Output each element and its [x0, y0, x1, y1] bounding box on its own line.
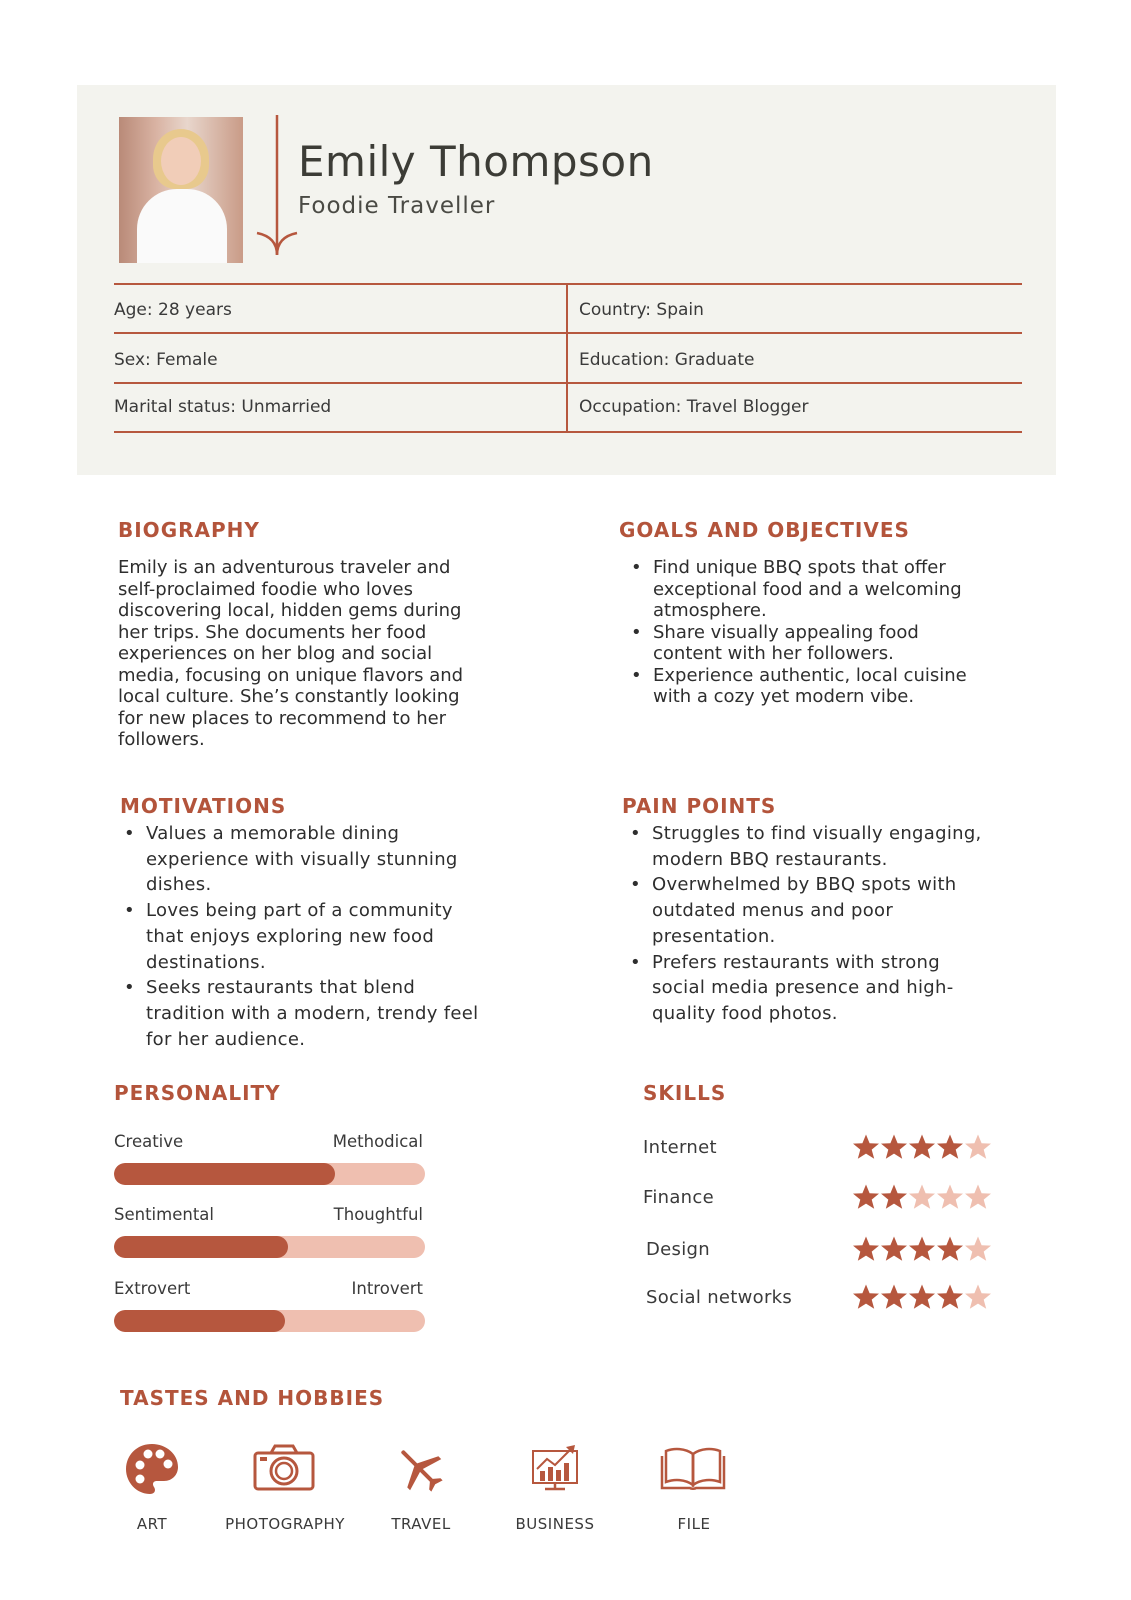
goals-title: GOALS AND OBJECTIVES — [619, 518, 910, 542]
persona-name: Emily Thompson — [298, 137, 654, 186]
motivation-item: • Loves being part of a community that enjoys exploring new food destinations. — [146, 898, 526, 975]
biography-line: media, focusing on unique flavors and — [118, 664, 464, 686]
info-marital-status: Marital status: Unmarried — [114, 397, 332, 417]
skill-rating — [852, 1183, 992, 1211]
star-filled-icon — [852, 1183, 880, 1211]
skill-rating — [852, 1283, 992, 1311]
palette-icon — [124, 1441, 180, 1497]
star-filled-icon — [936, 1133, 964, 1161]
trait-bar-fill — [114, 1163, 335, 1185]
star-filled-icon — [936, 1283, 964, 1311]
star-empty-icon — [964, 1183, 992, 1211]
trait-right-label: Thoughtful — [333, 1205, 423, 1224]
skill-rating — [852, 1235, 992, 1263]
hobbies-title: TASTES AND HOBBIES — [120, 1386, 385, 1410]
camera-icon — [253, 1443, 315, 1491]
skill-rating — [852, 1133, 992, 1161]
trait-bar — [114, 1310, 425, 1332]
pain-point-item: • Struggles to find visually engaging, modern BBQ restaurants. — [652, 821, 1032, 872]
star-empty-icon — [964, 1133, 992, 1161]
motivations-title: MOTIVATIONS — [120, 794, 287, 818]
motivations-list — [122, 821, 526, 1052]
biography-line: for new places to recommend to her — [118, 707, 447, 729]
trait-left-label: Creative — [114, 1132, 184, 1151]
biography-line: Emily is an adventurous traveler and — [118, 557, 451, 578]
biography-line: experiences on her blog and social — [118, 643, 433, 664]
hobby-label-photography: PHOTOGRAPHY — [225, 1515, 345, 1533]
star-filled-icon — [908, 1283, 936, 1311]
profile-photo — [119, 117, 243, 263]
skill-label: Internet — [643, 1137, 717, 1158]
personality-title: PERSONALITY — [114, 1081, 281, 1105]
info-table — [114, 283, 1022, 433]
star-empty-icon — [964, 1235, 992, 1263]
biography-line: followers. — [118, 729, 205, 750]
star-filled-icon — [852, 1283, 880, 1311]
pain-point-item: • Prefers restaurants with strong social media presence and high- quality food photos. — [652, 950, 1032, 1027]
star-filled-icon — [936, 1235, 964, 1263]
book-icon — [660, 1446, 726, 1490]
biography-line: self-proclaimed foodie who loves — [118, 578, 413, 600]
biography-line: local culture. She’s constantly looking — [118, 686, 460, 707]
star-filled-icon — [852, 1235, 880, 1263]
info-sex: Sex: Female — [114, 350, 218, 370]
biography-title: BIOGRAPHY — [118, 518, 260, 542]
goal-item: • Share visually appealing food content with her followers. — [653, 622, 1033, 665]
trait-bar-fill — [114, 1310, 285, 1332]
star-empty-icon — [936, 1183, 964, 1211]
goals-list — [629, 557, 1033, 708]
trait-bar — [114, 1236, 425, 1258]
trait-bar — [114, 1163, 425, 1185]
goal-item: • Find unique BBQ spots that offer exceptional food and a welcoming atmosphere. — [653, 557, 1033, 622]
star-filled-icon — [880, 1183, 908, 1211]
airplane-icon — [394, 1443, 446, 1495]
trait-bar-fill — [114, 1236, 288, 1258]
star-empty-icon — [908, 1183, 936, 1211]
chart-icon — [531, 1443, 581, 1493]
trait-right-label: Introvert — [351, 1279, 423, 1298]
biography-line: discovering local, hidden gems during — [118, 600, 462, 621]
motivation-item: • Values a memorable dining experience with visually stunning dishes. — [146, 821, 526, 898]
biography-text — [118, 557, 498, 751]
goal-item: • Experience authentic, local cuisine with a cozy yet modern vibe. — [653, 665, 1033, 708]
info-age: Age: 28 years — [114, 300, 232, 320]
motivation-item: • Seeks restaurants that blend tradition with a modern, trendy feel for her audience. — [146, 975, 526, 1052]
pain-points-list — [628, 821, 1032, 1027]
info-occupation: Occupation: Travel Blogger — [579, 397, 809, 417]
star-filled-icon — [908, 1235, 936, 1263]
skill-label: Finance — [643, 1187, 714, 1208]
skill-label: Social networks — [646, 1287, 793, 1308]
star-filled-icon — [880, 1133, 908, 1161]
hobby-label-art: ART — [136, 1515, 168, 1533]
star-filled-icon — [908, 1133, 936, 1161]
skill-label: Design — [646, 1239, 710, 1260]
hobby-label-business: BUSINESS — [515, 1515, 595, 1533]
pain-point-item: • Overwhelmed by BBQ spots with outdated menus and poor presentation. — [652, 872, 1032, 949]
trait-right-label: Methodical — [332, 1132, 423, 1151]
star-empty-icon — [964, 1283, 992, 1311]
hobby-label-travel: TRAVEL — [391, 1515, 451, 1533]
star-filled-icon — [852, 1133, 880, 1161]
skills-title: SKILLS — [643, 1081, 727, 1105]
star-filled-icon — [880, 1283, 908, 1311]
biography-line: her trips. She documents her food — [118, 621, 427, 643]
hobby-label-file: FILE — [677, 1515, 711, 1533]
trait-left-label: Sentimental — [114, 1205, 214, 1224]
arrow-down-icon — [255, 115, 299, 263]
star-filled-icon — [880, 1235, 908, 1263]
trait-left-label: Extrovert — [114, 1279, 191, 1298]
info-education: Education: Graduate — [579, 350, 755, 370]
info-country: Country: Spain — [579, 300, 704, 320]
persona-role: Foodie Traveller — [298, 193, 496, 219]
pain-points-title: PAIN POINTS — [622, 794, 777, 818]
